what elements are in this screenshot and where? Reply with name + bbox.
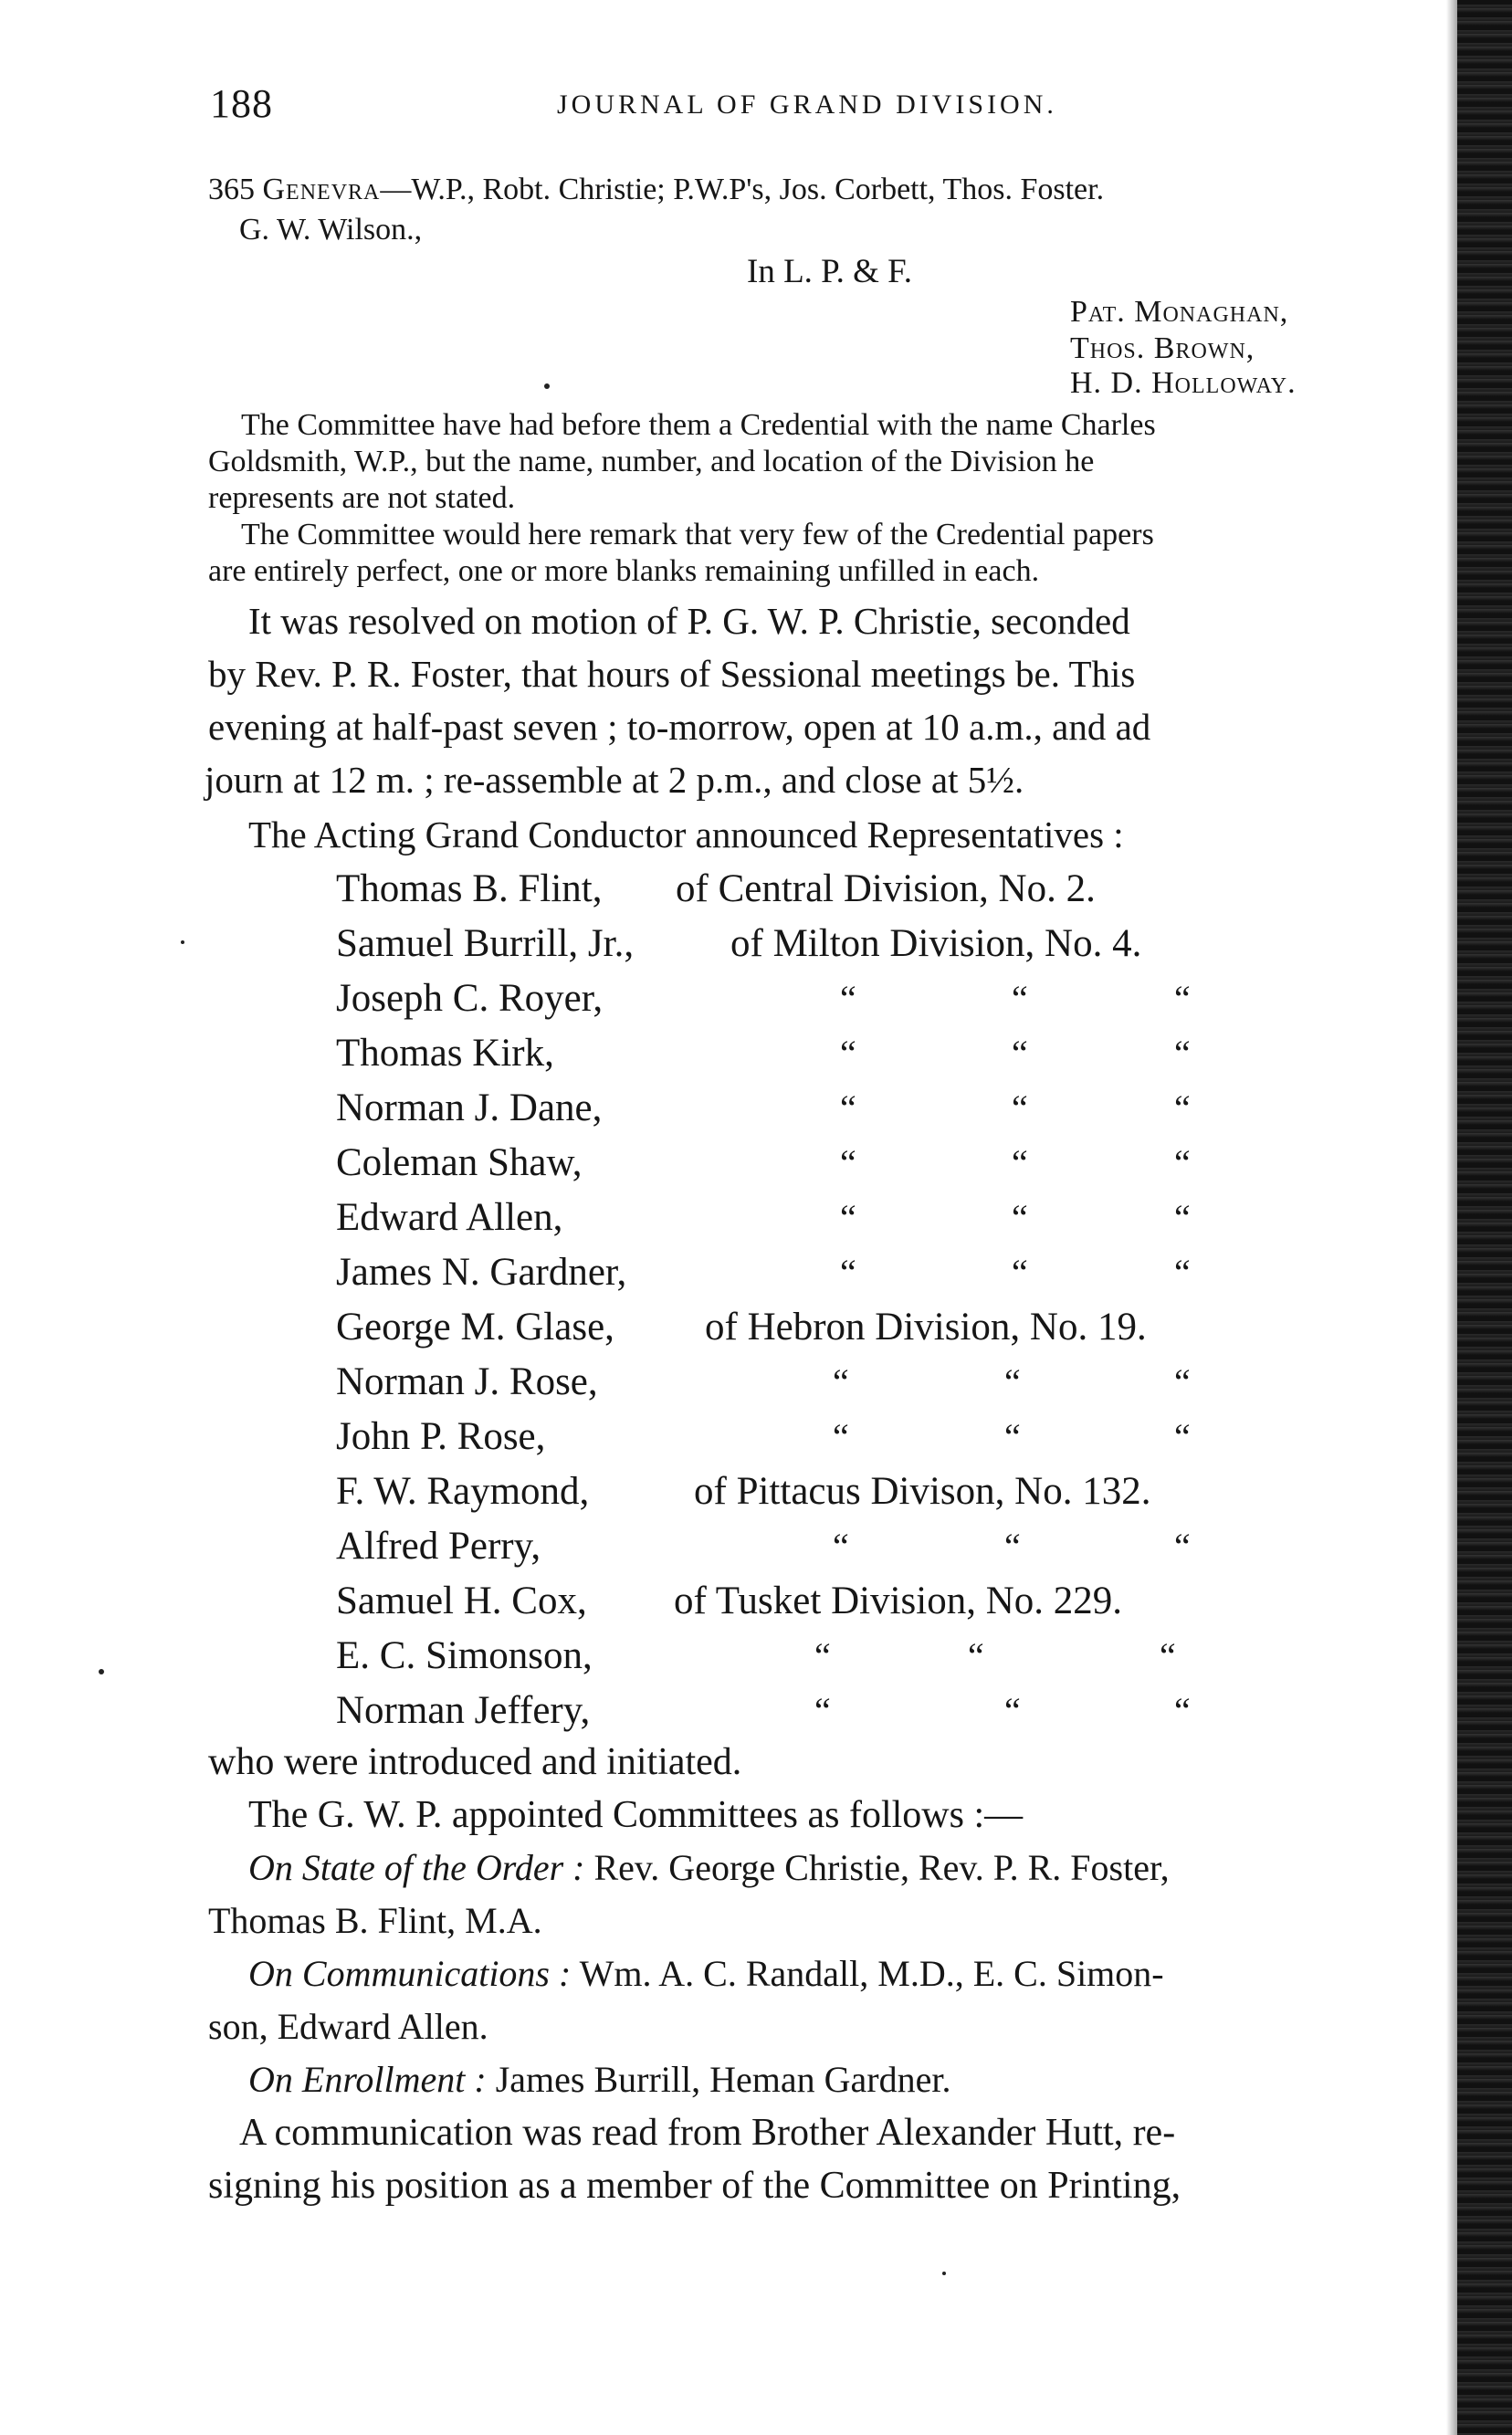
- rep-name: Coleman Shaw,: [336, 1141, 583, 1184]
- rep-name: Norman Jeffery,: [336, 1689, 591, 1732]
- ditto-mark: “: [1012, 1252, 1032, 1293]
- rep-name: Joseph C. Royer,: [336, 977, 604, 1020]
- committee-members-cont: Thomas B. Flint, M.A.: [208, 1900, 542, 1941]
- ditto-mark: “: [833, 1416, 853, 1457]
- ditto-mark: “: [1004, 1690, 1024, 1731]
- ditto-mark: “: [1174, 1252, 1194, 1293]
- rep-name: F. W. Raymond,: [336, 1470, 590, 1513]
- ditto-mark: “: [814, 1690, 835, 1731]
- ditto-mark: “: [1012, 1142, 1032, 1183]
- ditto-mark: “: [814, 1635, 835, 1676]
- resolution-line-2: by Rev. P. R. Foster, that hours of Sessional meetings be. This: [208, 653, 1136, 695]
- stray-mark: [942, 2272, 946, 2275]
- rep-name: Alfred Perry,: [336, 1525, 541, 1568]
- stray-mark: [99, 1669, 104, 1674]
- ditto-mark: “: [840, 1033, 860, 1074]
- resolution-line-4: journ at 12 m. ; re-assemble at 2 p.m., and close at 5½.: [205, 759, 1024, 801]
- rep-name: Thomas B. Flint,: [336, 867, 603, 910]
- ditto-mark: “: [1174, 1690, 1194, 1731]
- committee-communications: [248, 1950, 1164, 1998]
- ditto-mark: “: [1004, 1361, 1024, 1402]
- running-title: JOURNAL OF GRAND DIVISION.: [557, 89, 1057, 120]
- communication-line-1: A communication was read from Brother Alexander Hutt, re-: [239, 2112, 1176, 2154]
- note-line-1: The Committee have had before them a Credential with the name Charles: [241, 408, 1156, 442]
- introduced-line: who were introduced and initiated.: [208, 1741, 742, 1783]
- rep-name: Norman J. Rose,: [336, 1360, 598, 1403]
- committee-label: On State of the Order :: [248, 1847, 585, 1888]
- ditto-mark: “: [840, 1197, 860, 1238]
- rep-division: of Central Division, No. 2.: [676, 867, 1096, 910]
- stray-mark: [181, 940, 184, 944]
- page-header: [210, 80, 1452, 135]
- signatory-3: H. D. Holloway.: [1070, 366, 1297, 400]
- ditto-mark: “: [840, 978, 860, 1019]
- ditto-mark: “: [833, 1361, 853, 1402]
- rep-division: of Pittacus Divison, No. 132.: [694, 1470, 1151, 1513]
- committee-label: On Communications :: [248, 1953, 572, 1994]
- ditto-mark: “: [840, 1142, 860, 1183]
- rep-name: E. C. Simonson,: [336, 1634, 593, 1677]
- signatory-2: Thos. Brown,: [1070, 331, 1255, 365]
- note-line-3: represents are not stated.: [208, 481, 516, 515]
- note-line-5: are entirely perfect, one or more blanks remaining unfilled in each.: [208, 554, 1040, 588]
- ditto-mark: “: [1160, 1635, 1180, 1676]
- rep-name: George M. Glase,: [336, 1306, 614, 1349]
- committee-label: On Enrollment :: [248, 2059, 487, 2100]
- ditto-mark: “: [1012, 1197, 1032, 1238]
- ditto-mark: “: [968, 1635, 988, 1676]
- committees-intro: The G. W. P. appointed Committees as follows :—: [248, 1794, 1024, 1836]
- rep-name: Thomas Kirk,: [336, 1032, 554, 1075]
- ditto-mark: “: [1174, 1197, 1194, 1238]
- resolution-line-1: It was resolved on motion of P. G. W. P. Christie, seconded: [248, 600, 1130, 642]
- division-365-line-1: [208, 172, 1104, 208]
- ditto-mark: “: [1174, 1033, 1194, 1074]
- committee-members: Rev. George Christie, Rev. P. R. Foster,: [593, 1847, 1170, 1888]
- division-officers: —W.P., Robt. Christie; P.W.P's, Jos. Corbett, Thos. Foster.: [380, 173, 1105, 206]
- signatory-1: Pat. Monaghan,: [1070, 295, 1289, 329]
- committee-enrollment: [248, 2056, 950, 2104]
- rep-name: Edward Allen,: [336, 1196, 563, 1239]
- division-number: 365: [208, 173, 255, 206]
- ditto-mark: “: [1174, 1361, 1194, 1402]
- rep-name: Norman J. Dane,: [336, 1086, 603, 1129]
- ditto-mark: “: [1174, 1087, 1194, 1128]
- binding-shadow: [1446, 0, 1457, 2435]
- ditto-mark: “: [840, 1252, 860, 1293]
- page-edge-border: [1457, 0, 1512, 2435]
- stray-mark: [544, 383, 550, 389]
- ditto-mark: “: [840, 1087, 860, 1128]
- ditto-mark: “: [1174, 1142, 1194, 1183]
- note-line-4: The Committee would here remark that very few of the Credential papers: [241, 518, 1154, 551]
- ditto-mark: “: [1174, 978, 1194, 1019]
- ditto-mark: “: [1012, 1033, 1032, 1074]
- ditto-mark: “: [1004, 1416, 1024, 1457]
- ditto-mark: “: [1174, 1416, 1194, 1457]
- closing-salutation: In L. P. & F.: [747, 253, 913, 290]
- rep-name: Samuel Burrill, Jr.,: [336, 922, 635, 965]
- representatives-intro: The Acting Grand Conductor announced Representatives :: [248, 813, 1124, 855]
- note-line-2: Goldsmith, W.P., but the name, number, and location of the Division he: [208, 445, 1095, 478]
- ditto-mark: “: [833, 1526, 853, 1567]
- rep-division: of Tusket Division, No. 229.: [674, 1580, 1122, 1622]
- committee-state-of-order: [248, 1844, 1170, 1892]
- ditto-mark: “: [1012, 1087, 1032, 1128]
- division-name: Genevra: [262, 173, 381, 206]
- rep-name: James N. Gardner,: [336, 1251, 627, 1294]
- rep-name: John P. Rose,: [336, 1415, 546, 1458]
- committee-members: James Burrill, Heman Gardner.: [495, 2059, 951, 2100]
- committee-members-cont: son, Edward Allen.: [208, 2006, 488, 2047]
- ditto-mark: “: [1004, 1526, 1024, 1567]
- ditto-mark: “: [1174, 1526, 1194, 1567]
- committee-members: Wm. A. C. Randall, M.D., E. C. Simon-: [579, 1953, 1164, 1994]
- rep-division: of Hebron Division, No. 19.: [705, 1306, 1147, 1349]
- page-number: 188: [210, 81, 273, 126]
- communication-line-2: signing his position as a member of the Committee on Printing,: [208, 2165, 1181, 2207]
- division-365-line-2: G. W. Wilson.,: [239, 213, 423, 247]
- resolution-line-3: evening at half-past seven ; to-morrow, open at 10 a.m., and ad: [208, 706, 1151, 748]
- rep-division: of Milton Division, No. 4.: [730, 922, 1142, 965]
- ditto-mark: “: [1012, 978, 1032, 1019]
- rep-name: Samuel H. Cox,: [336, 1580, 587, 1622]
